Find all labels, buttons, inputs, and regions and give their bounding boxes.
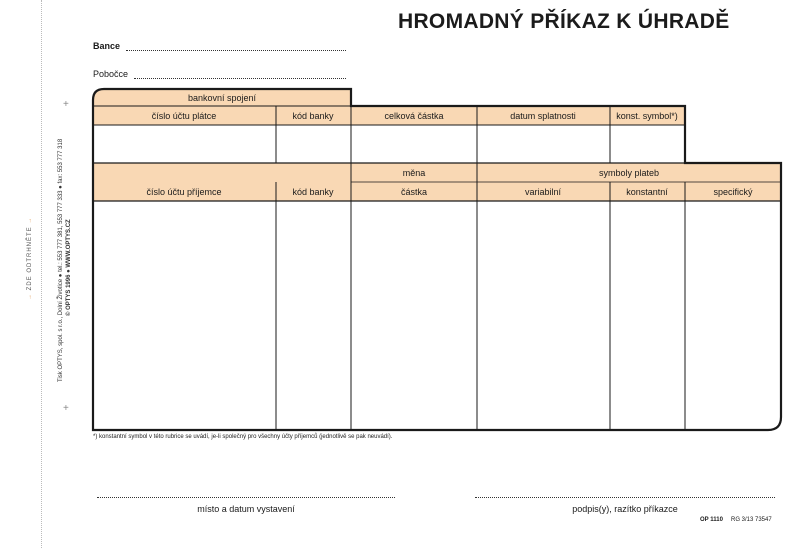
place-date-label: místo a datum vystavení	[197, 504, 295, 514]
col-recipient-bank-code: kód banky	[292, 187, 334, 197]
form-title: HROMADNÝ PŘÍKAZ K ÚHRADĚ	[398, 10, 730, 33]
group-payment-symbols: symboly plateb	[598, 168, 660, 178]
signature-label: podpis(y), razítko příkazce	[572, 504, 678, 514]
printer-info: Tisk OPTYS, spol. s r.o., Dolní Životice ● tel.: 553 777 381, 553 777 333 ● fax: 553 777 318	[58, 138, 64, 382]
col-variable-symbol: variabilní	[524, 187, 562, 197]
col-total-amount: celková částka	[384, 111, 444, 121]
branch-label: Pobočce	[93, 69, 129, 79]
print-code: RG 3/13 73547	[731, 517, 772, 523]
col-specific-symbol: specifický	[713, 187, 753, 197]
form-code: OP 1110	[700, 517, 723, 523]
cut-here-label: → ZDE ODTRHNĚTE →	[27, 216, 33, 300]
table-outline	[93, 89, 781, 430]
col-const-symbol: konst. symbol*)	[616, 111, 678, 121]
col-payer-bank-code: kód banky	[292, 111, 334, 121]
col-amount: částka	[400, 187, 428, 197]
col-payer-account: číslo účtu plátce	[151, 111, 217, 121]
registration-mark-bottom: +	[63, 403, 69, 414]
place-date-line[interactable]	[97, 497, 395, 498]
registration-mark-top: +	[63, 99, 69, 110]
col-recipient-account: číslo účtu příjemce	[146, 187, 222, 197]
header-bank-connection: bankovní spojení	[187, 93, 257, 103]
group-currency: měna	[402, 168, 426, 178]
copyright: © OPTYS 1996 ● WWW.OPTYS.CZ	[66, 219, 72, 316]
footnote: *) konstantní symbol v této rubrice se uvádí, je-li společný pro všechny účty příjemců (jednotlivě se pak neuvádí).	[93, 434, 393, 440]
bank-label: Bance	[93, 41, 121, 51]
signature-line[interactable]	[475, 497, 775, 498]
col-due-date: datum splatnosti	[510, 111, 576, 121]
col-constant-symbol: konstantní	[626, 187, 668, 197]
